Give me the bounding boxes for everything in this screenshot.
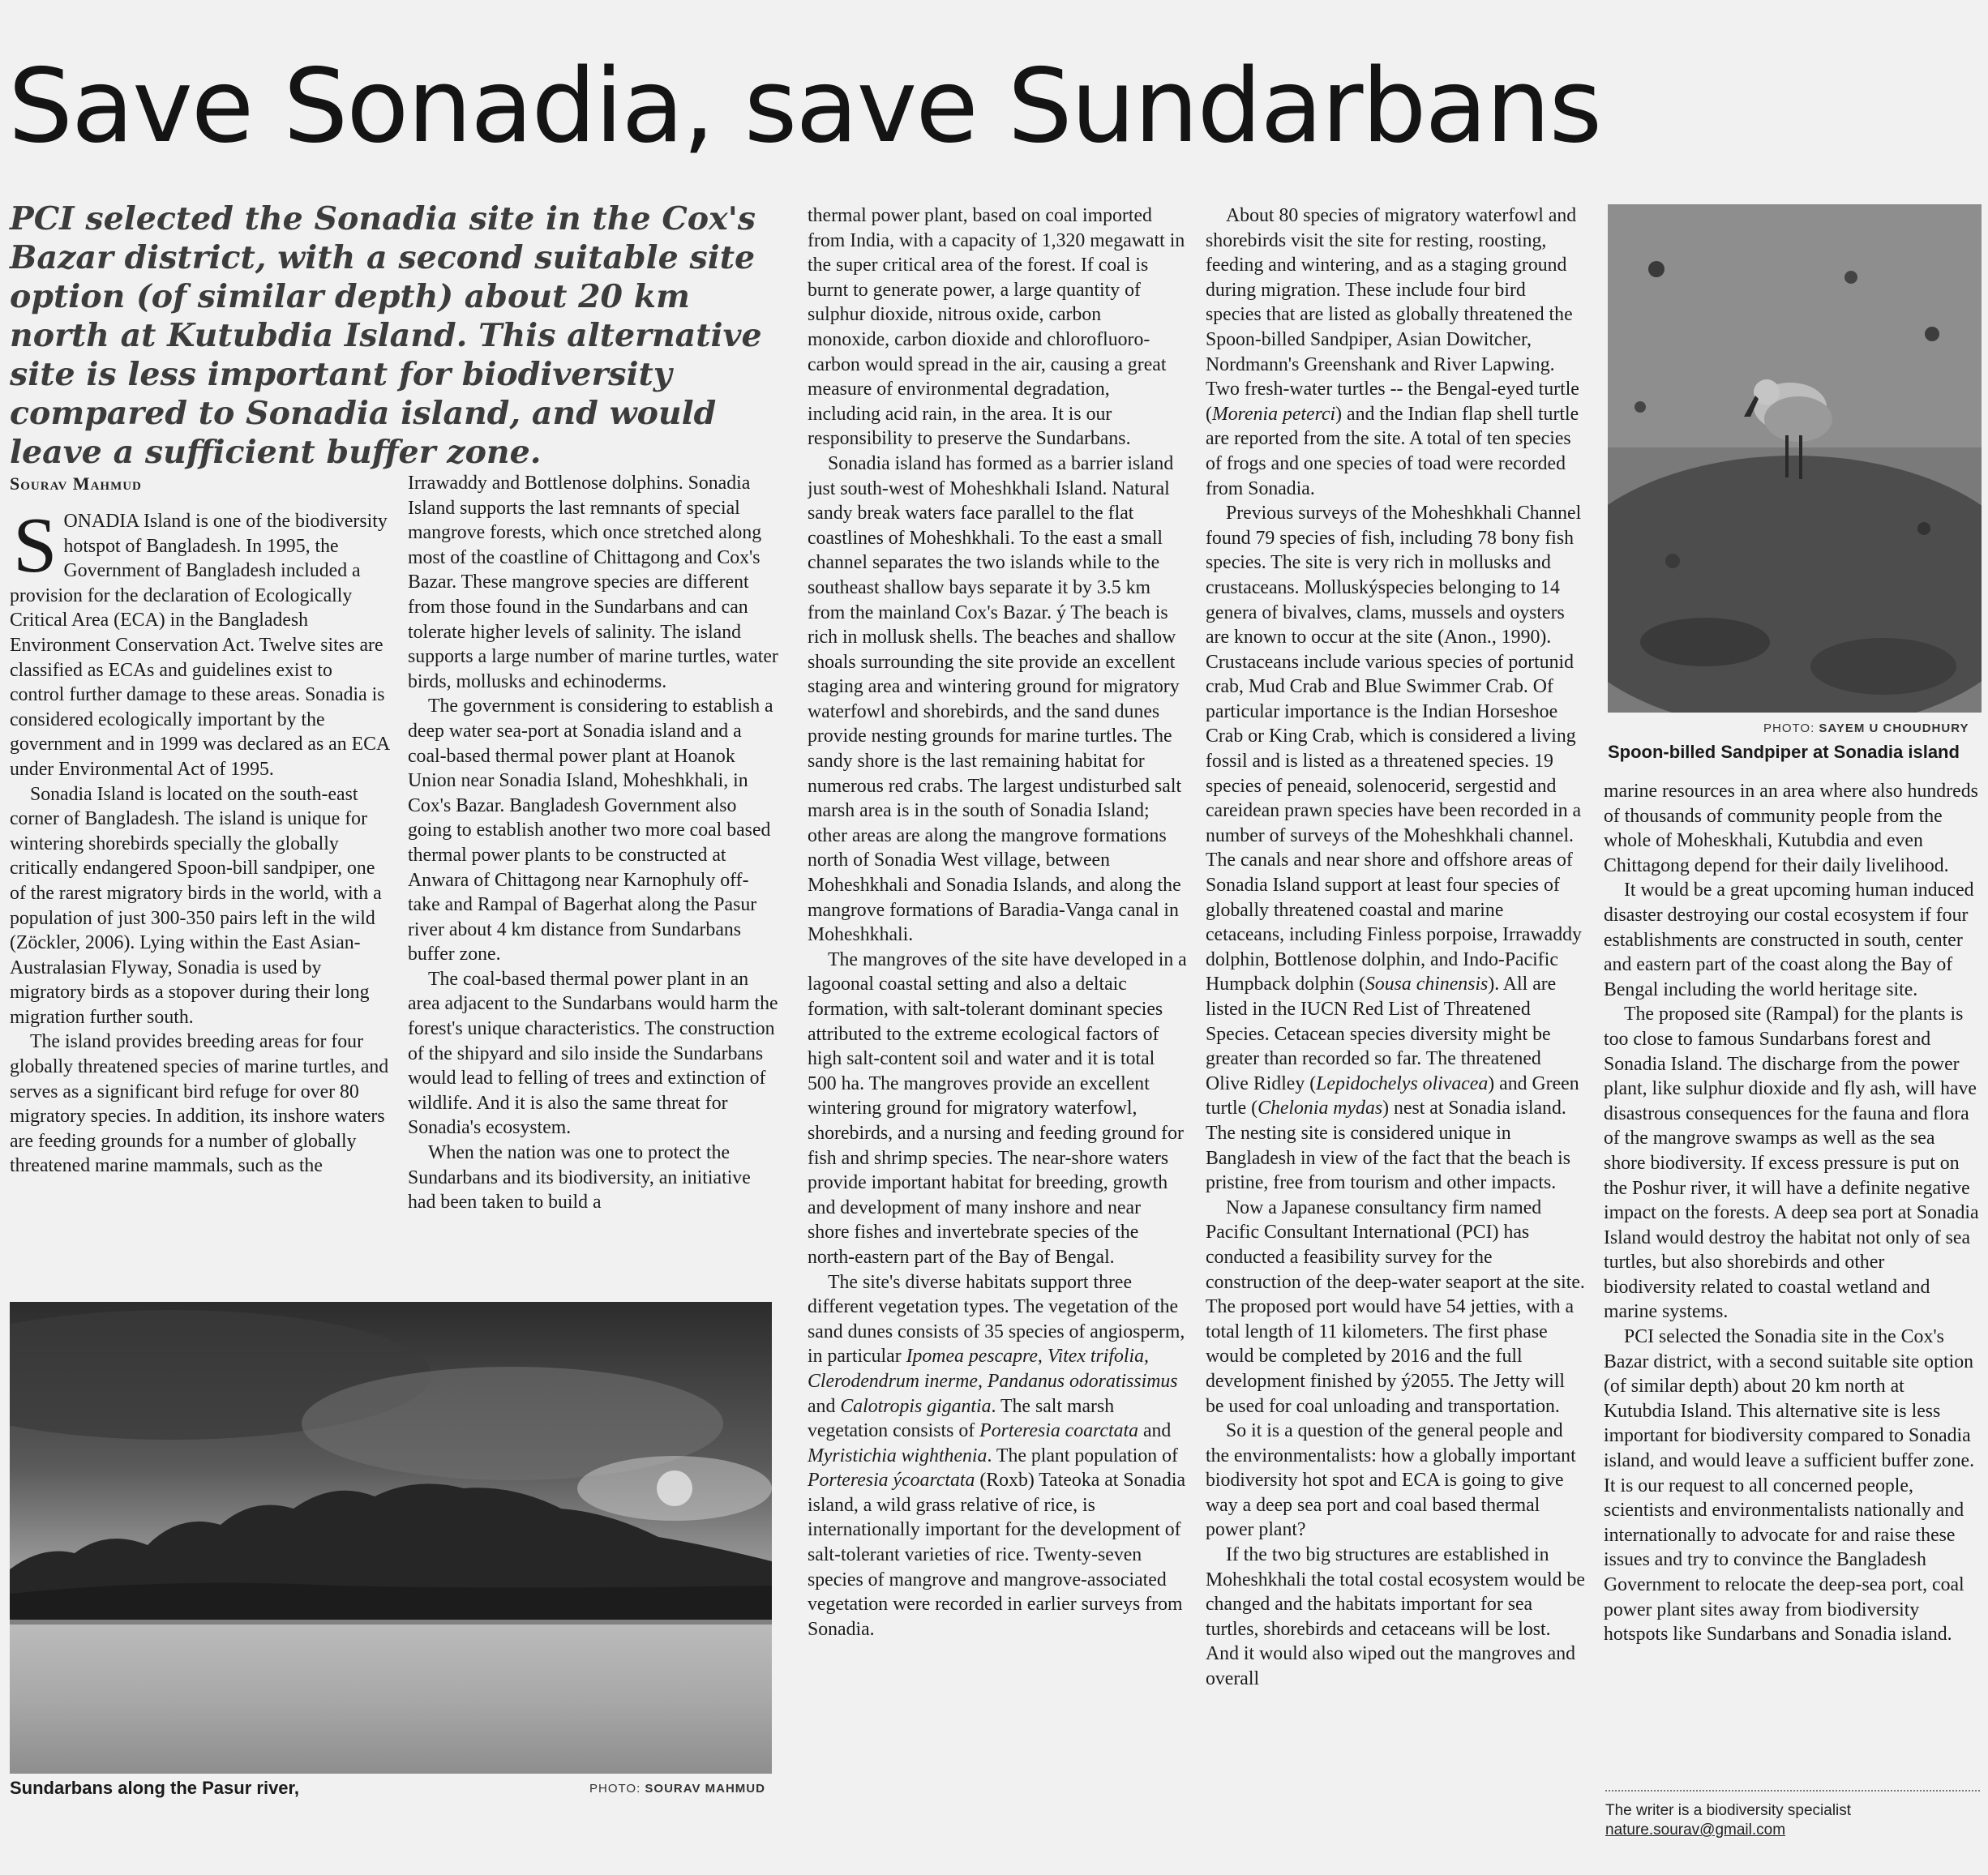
- sandpiper-bird-image: [1608, 204, 1982, 713]
- column-5: [1604, 779, 1981, 1776]
- paragraph: If the two big structures are established in Moheshkhali the total costal ecosystem would be changed and the habitats important for sea turtles, shorebirds and cetaceans will be lost. And it would also wiped out the mangroves and overall: [1206, 1544, 1585, 1690]
- paragraph: Sonadia island has formed as a barrier island just south-west of Moheshkhali Island. Natural sandy break waters face parallel to the flat coastlines of Moheshkhali. To the east a small channel separates the two islands while to the southeast shallow bays separate it by 3.5 km from the mainland Cox's Bazar. ý The beach is rich in mollusk shells. The beaches and shallow shoals surrounding the site provide an excellent staging area and wintering ground for migratory waterfowl and shorebirds, and the sand dunes provide nesting grounds for marine turtles. The sandy shore is the last remaining habitat for numerous red crabs. The largest undisturbed salt marsh area is in the south of Sonadia Island; other areas are along the mangrove formations north of Sonadia West village, between Moheshkhali and Sonadia Islands, and along the mangrove formations of Baradia-Vanga canal in Moheshkhali.: [808, 452, 1182, 946]
- mangrove-landscape-image: [10, 1302, 772, 1774]
- paragraph: Now a Japanese consultancy firm named Pacific Consultant International (PCI) has conducted a feasibility survey for the construction of the deep-water seaport at the site. The proposed port would have 54 jetties, with a total length of 11 kilometers. The first phase would be completed by 2016 and the full development finished by ý2055. The Jetty will be used for coal unloading and transportation.: [1206, 1196, 1585, 1417]
- paragraph: The coal-based thermal power plant in an area adjacent to the Sundarbans would harm the forest's unique characteristics. The construction of the shipyard and silo inside the Sundarbans would lead to felling of trees and extinction of wildlife. And it is also the same threat for Sonadia's ecosystem.: [408, 968, 778, 1139]
- paragraph: marine resources in an area where also hundreds of thousands of community people from the whole of Moheskhali, Kutubdia and even Chittagong depend for their daily livelihood.: [1604, 781, 1978, 876]
- deck-summary: PCI selected the Sonadia site in the Cox's Bazar district, with a second suitable site option (of similar depth) about 20 km north at Kutubdia Island. This alternative site is less important for biodiversity compared to Sonadia island, and would leave a sufficient buffer zone.: [10, 200, 762, 471]
- paragraph: About 80 species of migratory waterfowl and shorebirds visit the site for resting, roosting, feeding and wintering, and as a staging ground during migration. These include four bird species that are listed as globally threatened the Spoon-billed Sandpiper, Asian Dowitcher, Nordmann's Greenshank and River Lapwing. Two fresh-water turtles -- the Bengal-eyed turtle (Morenia peterci) and the Indian flap shell turtle are reported from the site. A total of ten species of frogs and one species of toad were recorded from Sonadia.: [1206, 205, 1579, 499]
- drop-cap: S: [13, 509, 58, 589]
- divider: [1605, 1790, 1980, 1792]
- paragraph: The government is considering to establish a deep water sea-port at Sonadia island and a coal-based thermal power plant at Hoanok Union near Sonadia Island, Moheshkhali, in Cox's Bazar. Bangladesh Government also going to establish another two more coal based thermal power plants to be constructed at Anwara of Chittagong near Karnophuly off-take and Rampal of Bagerhat along the Pasur river about 4 km distance from Sundarbans buffer zone.: [408, 696, 773, 965]
- paragraph: Sonadia Island is located on the south-east corner of Bangladesh. The island is unique for wintering shorebirds specially the globally critically endangered Spoon-bill sandpiper, one of the rarest migratory birds in the world, with a population of just 300-350 pairs left in the wild (Zöckler, 2006). Lying within the East Asian-Australasian Flyway, Sonadia is used by migratory birds as a stopover during their long migration further south.: [10, 783, 382, 1028]
- paragraph: Previous surveys of the Moheshkhali Channel found 79 species of fish, including 78 bony fish species. The site is very rich in mollusks and crustaceans. Molluskýspecies belonging to 14 genera of bivalves, clams, mussels and oysters are known to occur at the site (Anon., 1990). Crustaceans include various species of portunid crab, Mud Crab and Blue Swimmer Crab. Of particular importance is the Indian Horseshoe Crab or King Crab, which is considered a living fossil and is listed as a threatened species. 19 species of peneaid, solenocerid, sergestid and careidean prawn species have been recorded in a number of surveys of the Moheshkhali channel. The canals and near shore and offshore areas of Sonadia Island support at least four species of globally threatened coastal and marine cetaceans, including Finless porpoise, Irrawaddy dolphin, Bottlenose dolphin, and Indo-Pacific Humpback dolphin (Sousa chinensis). All are listed in the IUCN Red List of Threatened Species. Cetacean species diversity might be greater than recorded so far. The threatened Olive Ridley (Lepidochelys olivacea) and Green turtle (Chelonia mydas) nest at Sonadia island. The nesting site is considered unique in Bangladesh in view of the fact that the beach is pristine, free from tourism and other impacts.: [1206, 503, 1582, 1194]
- paragraph: The mangroves of the site have developed in a lagoonal coastal setting and also a deltaic formation, with salt-tolerant dominant species attributed to the extreme ecological factors of high salt-content soil and water and it is total 500 ha. The mangroves provide an excellent wintering ground for migratory waterfowl, shorebirds, and a nursing and feeding ground for fish and shrimp species. The near-shore waters provide important habitat for breeding, growth and development of many inshore and near shore fishes and invertebrate species of the north-eastern part of the Bay of Bengal.: [808, 948, 1187, 1268]
- paragraph: When the nation was one to protect the Sundarbans and its biodiversity, an initiative had been taken to build a: [408, 1142, 751, 1214]
- photo-caption-sandpiper: Spoon-billed Sandpiper at Sonadia island: [1608, 742, 1960, 762]
- writer-description: The writer is a biodiversity specialist: [1605, 1802, 1852, 1819]
- byline: Sourav Mahmud: [10, 473, 142, 494]
- paragraph: The site's diverse habitats support three different vegetation types. The vegetation of the sand dunes consists of 35 species of angiosperm, in particular Ipomea pescapre, Vitex trifolia, Clerodendrum inerme, Pandanus odoratissimus and Calotropis gigantia. The salt marsh vegetation consists of Porteresia coarctata and Myristichia wighthenia. The plant population of Porteresia ýcoarctata (Roxb) Tateoka at Sonadia island, a wild grass relative of rice, is internationally important for the development of salt-tolerant varieties of rice. Twenty-seven species of mangrove and mangrove-associated vegetation were recorded in earlier surveys from Sonadia.: [808, 1271, 1186, 1640]
- writer-email[interactable]: nature.sourav@gmail.com: [1605, 1821, 1786, 1839]
- paragraph: Irrawaddy and Bottlenose dolphins. Sonadia Island supports the last remnants of special mangrove forests, which once stretched along most of the coastline of Chittagong and Cox's Bazar. These mangrove species are different from those found in the Sundarbans and can tolerate higher levels of salinity. The island supports a large number of marine turtles, water birds, mollusks and echinoderms.: [408, 473, 778, 692]
- sundarbans-photo: [10, 1302, 772, 1774]
- paragraph: The proposed site (Rampal) for the plants is too close to famous Sundarbans forest and Sonadia Island. The discharge from the power plant, like sulphur dioxide and fly ash, will have disastrous consequences for the fauna and flora of the mangrove swamps as well as the sea shore biodiversity. If excess pressure is put on the Poshur river, it will have a definite negative impact on the forests. A deep sea port at Sonadia Island would destroy the habitat not only of sea turtles, but also shorebirds and other biodiversity related to coastal wetland and marine systems.: [1604, 1004, 1979, 1323]
- photo-credit-sandpiper: PHOTO: SAYEM U CHOUDHURY: [1763, 721, 1969, 735]
- column-3: [808, 203, 1187, 1865]
- photo-credit-sundarbans: PHOTO: SOURAV MAHMUD: [589, 1782, 765, 1796]
- paragraph: The island provides breeding areas for four globally threatened species of marine turtles, and serves as a significant bird refuge for over 80 migratory species. In addition, its inshore waters are feeding grounds for a number of globally threatened marine mammals, such as the: [10, 1031, 389, 1177]
- column-2: [408, 471, 781, 1282]
- photo-caption-sundarbans: Sundarbans along the Pasur river,: [10, 1778, 299, 1798]
- writer-bio: [1605, 1801, 1982, 1840]
- paragraph: thermal power plant, based on coal imported from India, with a capacity of 1,320 megawatt in the super critical area of the forest. If coal is burnt to generate power, a large quantity of sulphur dioxide, nitrous oxide, carbon monoxide, carbon dioxide and chlorofluoro-carbon would spread in the air, causing a great measure of environmental degradation, including acid rain, in the area. It is our responsibility to preserve the Sundarbans.: [808, 205, 1185, 450]
- column-4: [1206, 203, 1585, 1865]
- column-1: [10, 509, 391, 1279]
- sandpiper-photo: [1608, 204, 1982, 713]
- paragraph: It would be a great upcoming human induced disaster destroying our costal ecosystem if four establishments are constructed in south, center and eastern part of the coast along the Bay of Bengal including the world heritage site.: [1604, 880, 1974, 1000]
- headline: Save Sonadia, save Sundarbans: [8, 46, 1601, 165]
- paragraph: SONADIA Island is one of the biodiversity hotspot of Bangladesh. In 1995, the Government of Bangladesh included a provision for the declaration of Ecologically Critical Area (ECA) in the Bangladesh Environment Conservation Act. Twelve sites are classified as ECAs and guidelines exist to control further damage to these areas. Sonadia is considered ecologically important by the government and in 1999 was declared as an ECA under Environmental Act of 1995.: [10, 509, 389, 780]
- paragraph: PCI selected the Sonadia site in the Cox's Bazar district, with a second suitable site option (of similar depth) about 20 km north at Kutubdia Island. This alternative site is less important for biodiversity compared to Sonadia island, and would leave a sufficient buffer zone. It is our request to all concerned people, scientists and environmentalists nationally and internationally to advocate for and raise these issues and try to convince the Bangladesh Government to relocate the deep-sea port, coal power plant sites away from biodiversity hotspots like Sundarbans and Sonadia island.: [1604, 1326, 1975, 1646]
- paragraph: So it is a question of the general people and the environmentalists: how a globally important biodiversity hot spot and ECA is going to give way a deep sea port and coal based thermal power plant?: [1206, 1420, 1576, 1541]
